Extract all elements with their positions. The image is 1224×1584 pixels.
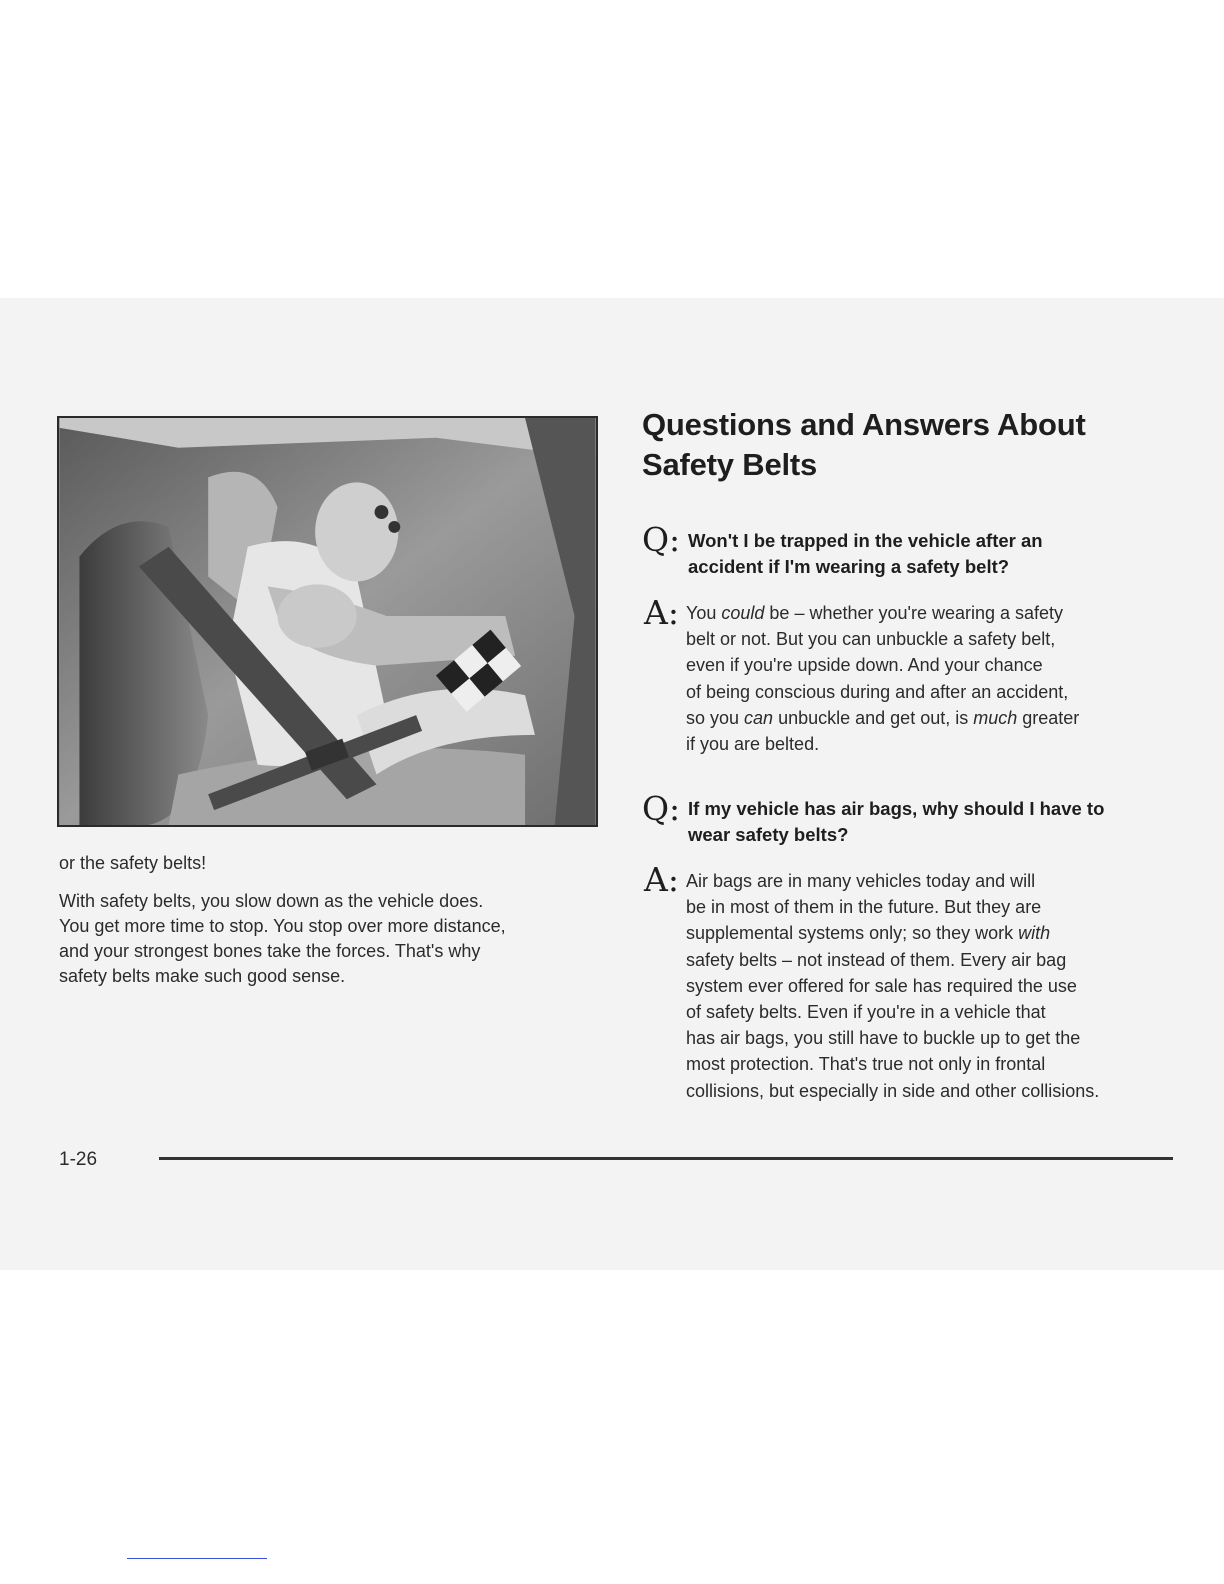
answer-1 — [686, 600, 1079, 757]
paragraph-line: and your strongest bones take the forces. That's why — [59, 941, 481, 961]
answer-line: of being conscious during and after an accident, — [686, 681, 1069, 702]
question-line: If my vehicle has air bags, why should I have to — [688, 798, 1105, 819]
emphasis-text: can — [744, 707, 774, 728]
question-marker: Q: — [642, 520, 681, 559]
question-line: Won't I be trapped in the vehicle after an — [688, 530, 1043, 551]
answer-2 — [686, 868, 1099, 1104]
answer-marker: A: — [644, 593, 679, 632]
footer-rule — [159, 1157, 1173, 1160]
question-2 — [688, 796, 1104, 848]
heading-line: Questions and Answers About — [642, 407, 1086, 442]
answer-line: belt or not. But you can unbuckle a safety belt, — [686, 629, 1056, 650]
answer-line: of safety belts. Even if you're in a vehicle that — [686, 1002, 1046, 1023]
heading-line: Safety Belts — [642, 447, 818, 482]
answer-line: supplemental systems only; so they work with — [686, 923, 1051, 944]
emphasis-text: could — [721, 603, 765, 623]
answer-line: even if you're upside down. And your chance — [686, 655, 1043, 676]
photo-caption: or the safety belts! — [59, 853, 207, 873]
intro-paragraph — [59, 889, 604, 989]
link-underline — [127, 1558, 267, 1559]
paragraph-line: You get more time to stop. You stop over more distance, — [59, 916, 506, 936]
answer-line: if you are belted. — [686, 734, 820, 755]
paragraph-line: With safety belts, you slow down as the vehicle does. — [59, 891, 484, 911]
answer-line: safety belts – not instead of them. Every air bag — [686, 949, 1067, 970]
crash-test-dummy-illustration — [59, 418, 596, 825]
answer-line: be in most of them in the future. But they are — [686, 897, 1042, 918]
answer-line: You could be – whether you're wearing a safety — [686, 603, 1064, 623]
section-heading — [642, 405, 1182, 485]
answer-line: has air bags, you still have to buckle up to get the — [686, 1028, 1081, 1049]
question-line: wear safety belts? — [688, 824, 849, 845]
answer-marker: A: — [644, 860, 679, 899]
emphasis-text: much — [973, 707, 1018, 728]
emphasis-text: with — [1018, 923, 1051, 944]
answer-line: system ever offered for sale has required the use — [686, 975, 1077, 996]
question-line: accident if I'm wearing a safety belt? — [688, 556, 1010, 577]
page-number: 1-26 — [59, 1149, 98, 1170]
crash-test-dummy-photo — [57, 416, 598, 827]
question-marker: Q: — [642, 789, 681, 828]
answer-line: Air bags are in many vehicles today and will — [686, 871, 1036, 891]
question-1 — [688, 528, 1043, 580]
answer-line: most protection. That's true not only in frontal — [686, 1054, 1046, 1075]
answer-line: collisions, but especially in side and other collisions. — [686, 1080, 1100, 1101]
answer-line: so you can unbuckle and get out, is much greater — [686, 707, 1080, 728]
paragraph-line: safety belts make such good sense. — [59, 966, 346, 986]
